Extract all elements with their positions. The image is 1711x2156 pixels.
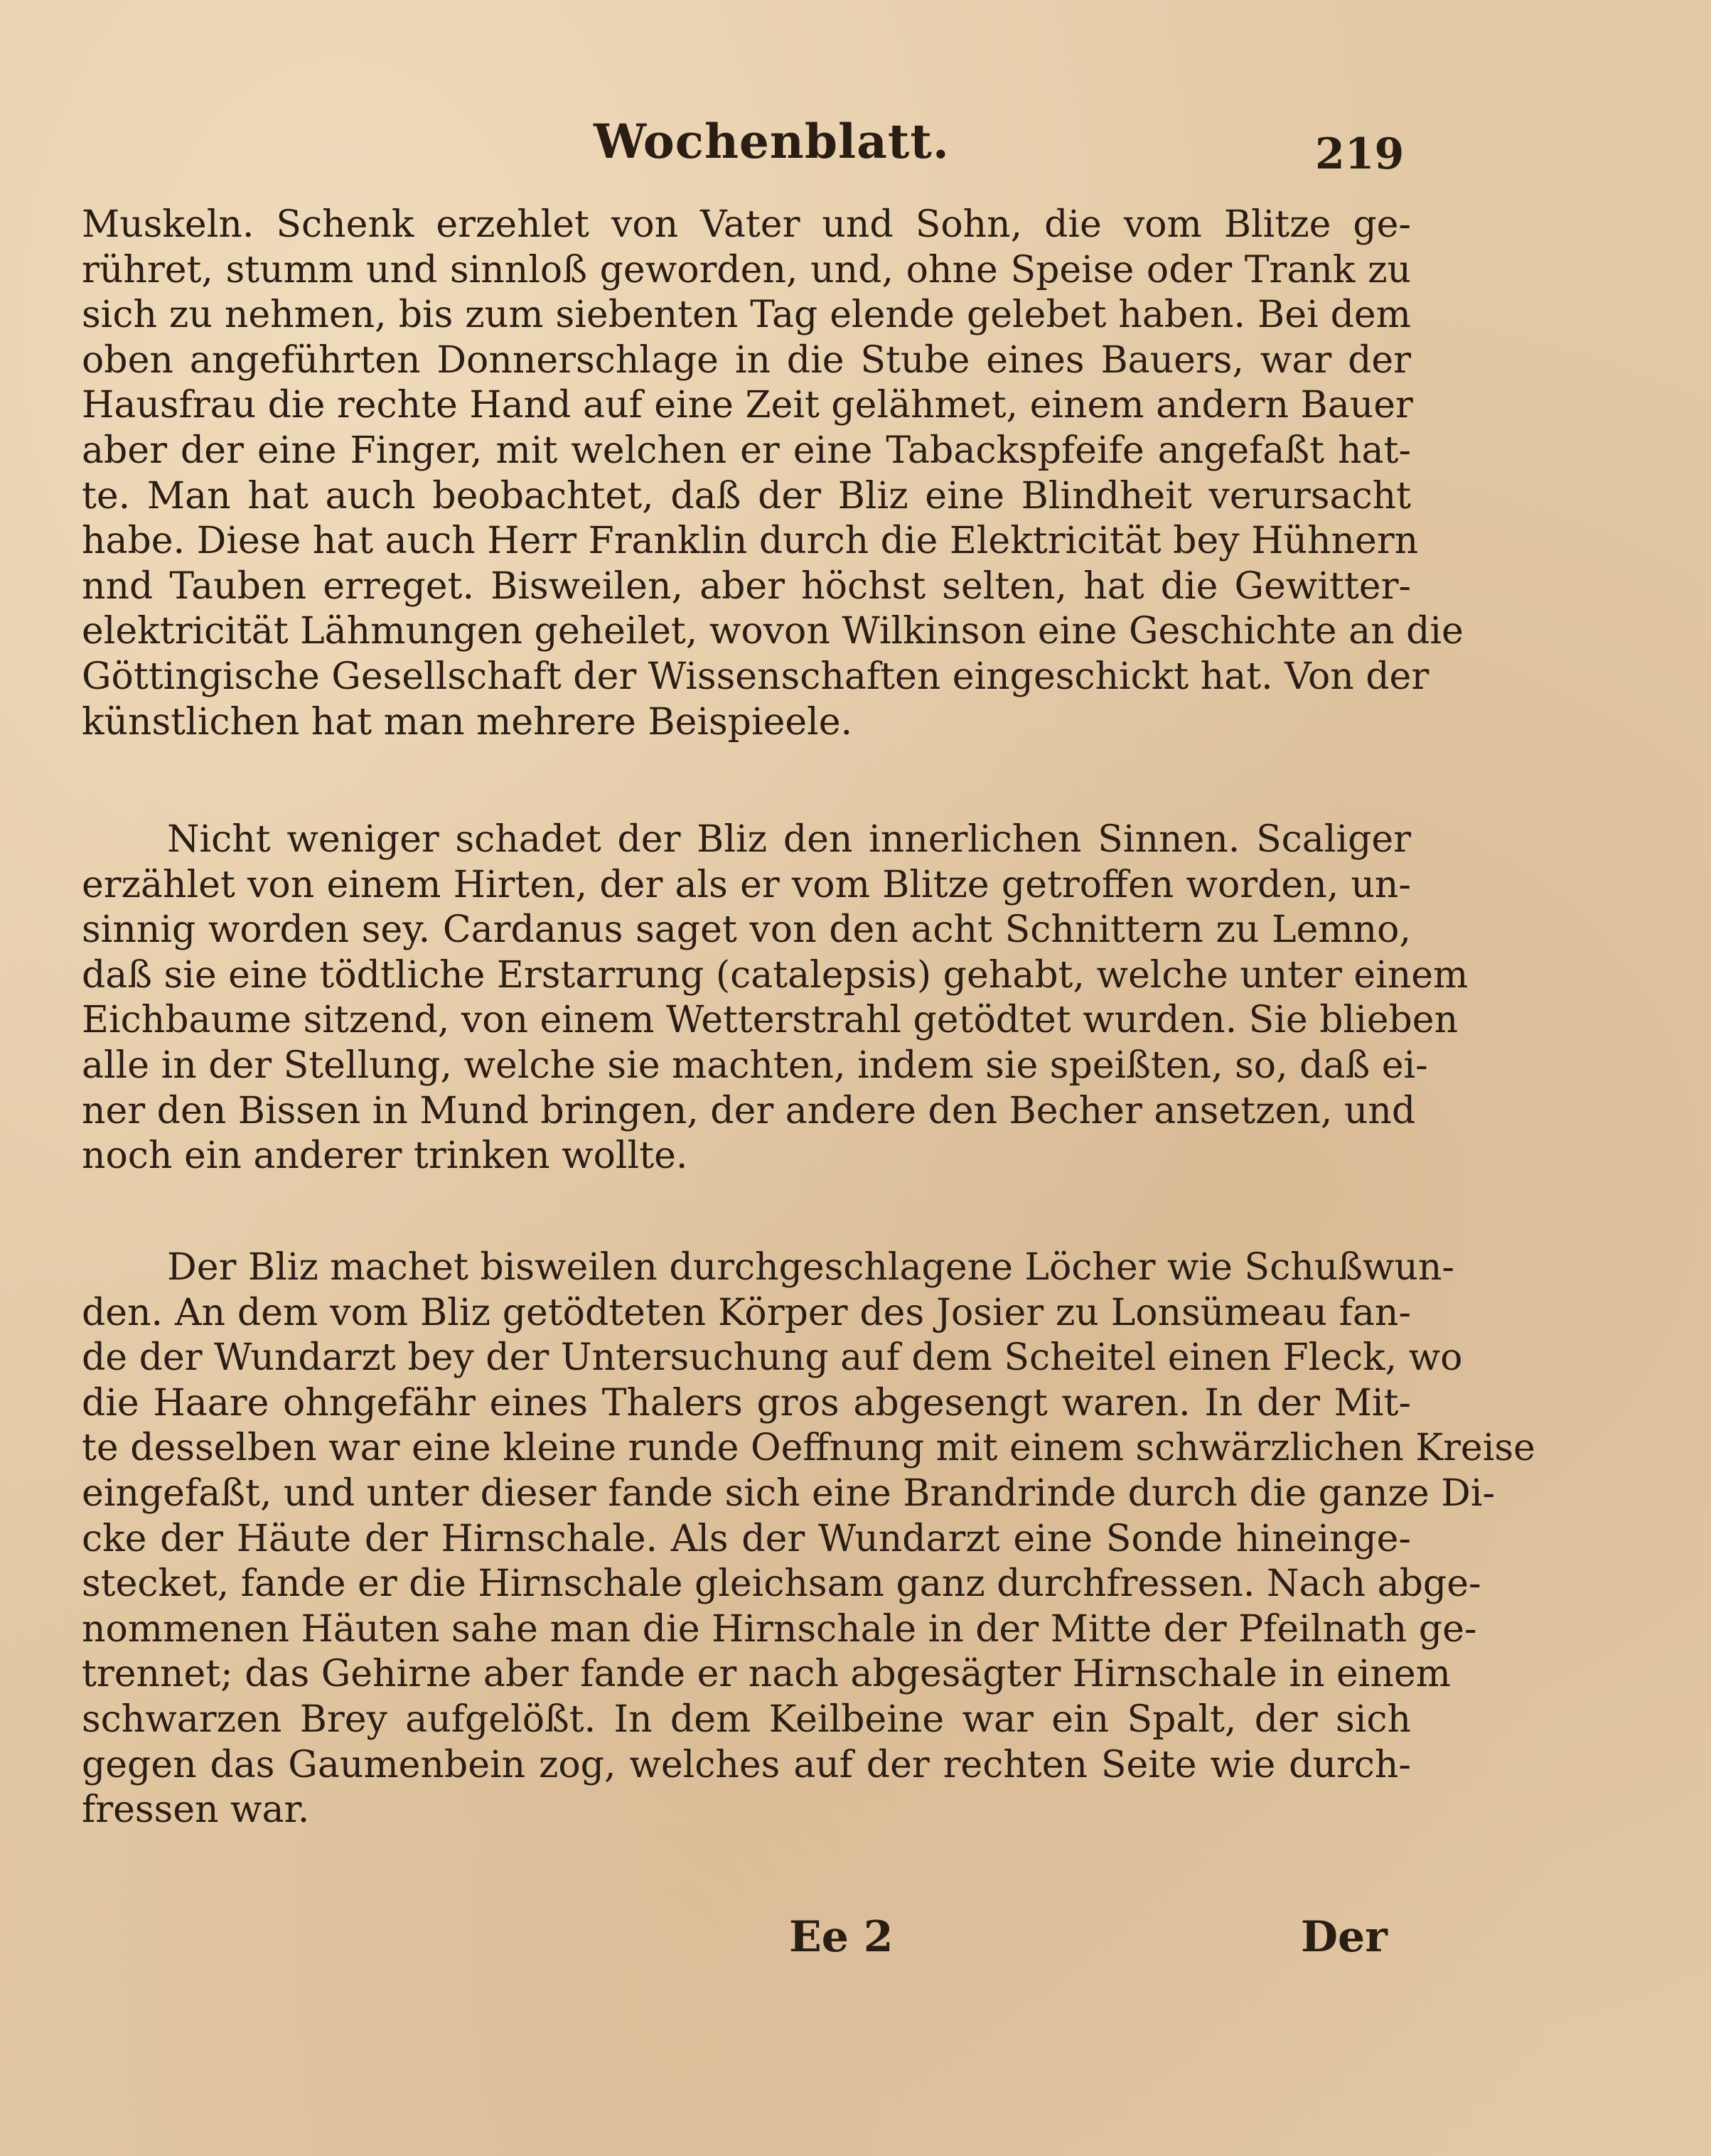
text-line: fressen war. [82, 1788, 310, 1832]
text-line: noch ein anderer trinken wollte. [82, 1135, 688, 1178]
text-line: Nicht weniger schadet der Bliz den innerlichen Sinnen. Scaliger [167, 818, 1411, 861]
text-line: rühret, stumm und sinnloß geworden, und, ohne Speise oder Trank zu [82, 248, 1411, 291]
text-line: ner den Bissen in Mund bringen, der andere den Becher ansetzen, und [82, 1089, 1416, 1132]
page-number: 219 [1315, 129, 1405, 179]
catchword: Der [1301, 1912, 1388, 1962]
paragraph-1 [82, 203, 1464, 745]
text-line: Göttingische Gesellschaft der Wissenschaften eingeschickt hat. Von der [82, 655, 1430, 698]
text-line: eingefaßt, und unter dieser fande sich eine Brandrinde durch die ganze Di- [82, 1471, 1496, 1515]
text-line: alle in der Stellung, welche sie machten, indem sie speißten, so, daß ei- [82, 1044, 1428, 1087]
text-line: nnd Tauben erreget. Bisweilen, aber höchst selten, hat die Gewitter- [82, 564, 1411, 608]
text-line: erzählet von einem Hirten, der als er vom Blitze getroffen worden, un- [82, 863, 1411, 906]
text-line: die Haare ohngefähr eines Thalers gros abgesengt waren. In der Mit- [82, 1381, 1411, 1425]
text-line: cke der Häute der Hirnschale. Als der Wundarzt eine Sonde hineinge- [82, 1517, 1411, 1560]
text-line: sich zu nehmen, bis zum siebenten Tag elende gelebet haben. Bei dem [82, 294, 1411, 337]
text-line: stecket, fande er die Hirnschale gleichsam ganz durchfressen. Nach abge- [82, 1562, 1481, 1606]
running-head: Wochenblatt. [594, 114, 950, 169]
text-line: Hausfrau die rechte Hand auf eine Zeit gelähmet, einem andern Bauer [82, 384, 1413, 427]
text-line: künstlichen hat man mehrere Beispieele. [82, 700, 853, 744]
text-line: Der Bliz machet bisweilen durchgeschlagene Löcher wie Schußwun- [167, 1246, 1454, 1289]
paragraph-3 [82, 1245, 1535, 1833]
text-line: habe. Diese hat auch Herr Franklin durch die Elektricität bey Hühnern [82, 520, 1419, 563]
text-line: daß sie eine tödtliche Erstarrung (catalepsis) gehabt, welche unter einem [82, 953, 1469, 997]
text-line: aber der eine Finger, mit welchen er eine Tabackspfeife angefaßt hat- [82, 429, 1411, 472]
text-line: sinnig worden sey. Cardanus saget von den acht Schnittern zu Lemno, [82, 908, 1411, 952]
text-line: te. Man hat auch beobachtet, daß der Bliz eine Blindheit verursacht [82, 474, 1411, 517]
paragraph-2 [82, 817, 1469, 1179]
text-line: schwarzen Brey aufgelößt. In dem Keilbeine war ein Spalt, der sich [82, 1698, 1411, 1741]
text-line: trennet; das Gehirne aber fande er nach abgesägter Hirnschale in einem [82, 1653, 1451, 1696]
text-line: te desselben war eine kleine runde Oeffnung mit einem schwärzlichen Kreise [82, 1427, 1535, 1470]
text-line: nommenen Häuten sahe man die Hirnschale in der Mitte der Pfeilnath ge- [82, 1607, 1477, 1651]
text-line: Eichbaume sitzend, von einem Wetterstrahl getödtet wurden. Sie blieben [82, 999, 1459, 1042]
text-line: Muskeln. Schenk erzehlet von Vater und Sohn, die vom Blitze ge- [82, 203, 1411, 246]
text-line: den. An dem vom Bliz getödteten Körper des Josier zu Lonsümeau fan- [82, 1291, 1411, 1334]
signature-mark: Ee 2 [789, 1912, 894, 1962]
text-line: elektricität Lähmungen geheilet, wovon Wilkinson eine Geschichte an die [82, 610, 1464, 653]
text-line: oben angeführten Donnerschlage in die Stube eines Bauers, war der [82, 338, 1411, 382]
text-line: gegen das Gaumenbein zog, welches auf der rechten Seite wie durch- [82, 1743, 1411, 1786]
text-line: de der Wundarzt bey der Untersuchung auf dem Scheitel einen Fleck, wo [82, 1336, 1463, 1380]
